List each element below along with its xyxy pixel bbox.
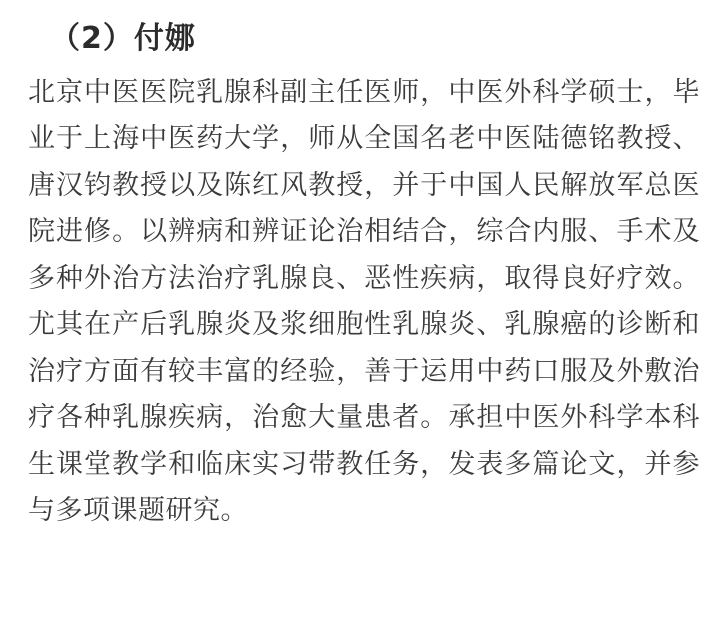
section-heading: （2）付娜	[50, 21, 196, 56]
biography-paragraph: 北京中医医院乳腺科副主任医师，中医外科学硕士，毕业于上海中医药大学，师从全国名老中医陆德铭教授、唐汉钧教授以及陈红风教授，并于中国人民解放军总医院进修。以辨病和辨证论治相结合，综合内服、手术及多种外治方法治疗乳腺良、恶性疾病，取得良好疗效。尤其在产后乳腺炎及浆细胞性乳腺炎、乳腺癌的诊断和治疗方面有较丰富的经验，善于运用中药口服及外敷治疗各种乳腺疾病，治愈大量患者。承担中医外科学本科生课堂教学和临床实习带教任务，发表多篇论文，并参与多项课题研究。	[28, 77, 700, 526]
